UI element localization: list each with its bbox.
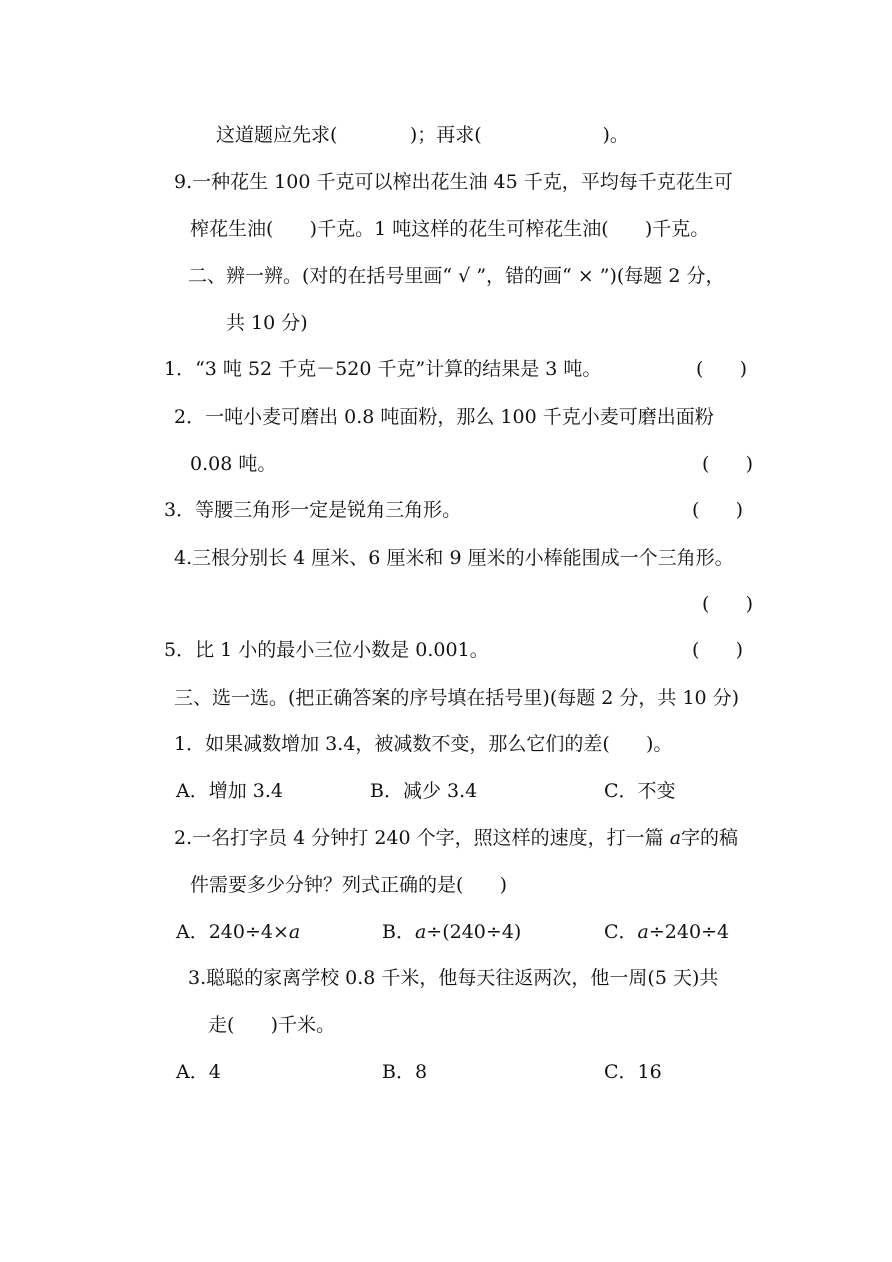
choice-q1-option-b: B．减少 3.4 <box>370 780 478 802</box>
choice-q3-option-c: C．16 <box>604 1061 662 1083</box>
choice-q2-text: 2.一名打字员 4 分钟打 240 个字，照这样的速度，打一篇 <box>174 827 670 849</box>
judge-q4-answer-parens: ( ) <box>702 593 754 615</box>
choice-q1: 1．如果减数增加 3.4，被减数不变，那么它们的差( )。 <box>174 733 673 755</box>
choice-q3-continuation: 走( )千米。 <box>208 1014 336 1036</box>
choice-q3-option-b: B．8 <box>382 1061 428 1083</box>
option-c-label: C． <box>604 921 638 943</box>
line-q9-continuation: 榨花生油( )千克。1 吨这样的花生可榨花生油( )千克。 <box>190 218 710 240</box>
variable-a: a <box>637 921 649 943</box>
section-2-heading: 二、辨一辨。(对的在括号里画“ √ ”，错的画“ × ”)(每题 2 分， <box>188 265 725 287</box>
choice-q1-option-a: A．增加 3.4 <box>176 780 283 802</box>
option-c-text: ÷240÷4 <box>648 921 730 943</box>
judge-q2-continuation: 0.08 吨。 <box>190 453 277 475</box>
judge-q5: 5．比 1 小的最小三位小数是 0.001。 <box>164 639 489 661</box>
option-b-label: B． <box>382 921 415 943</box>
judge-q2-answer-parens: ( ) <box>702 453 754 475</box>
option-b-text: ÷(240÷4) <box>426 921 522 943</box>
choice-q1-option-c: C．不变 <box>604 780 676 802</box>
judge-q1: 1．“3 吨 52 千克－520 千克”计算的结果是 3 吨。 <box>164 358 602 380</box>
choice-q2-text-end: 字的稿 <box>681 827 739 849</box>
line-q9: 9.一种花生 100 千克可以榨出花生油 45 千克，平均每千克花生可 <box>174 171 733 193</box>
variable-a: a <box>414 921 427 943</box>
line-q8-continuation: 这道题应先求( )；再求( )。 <box>216 124 629 146</box>
choice-q2-option-c <box>604 920 729 944</box>
judge-q4: 4.三根分别长 4 厘米、6 厘米和 9 厘米的小棒能围成一个三角形。 <box>174 547 734 569</box>
variable-a: a <box>669 827 682 849</box>
judge-q3-answer-parens: ( ) <box>692 499 744 521</box>
choice-q2-option-a <box>176 920 300 944</box>
option-a-text: A．240÷4× <box>176 921 289 943</box>
variable-a: a <box>288 921 301 943</box>
judge-q3: 3．等腰三角形一定是锐角三角形。 <box>164 499 462 521</box>
choice-q2 <box>174 826 738 850</box>
choice-q3-option-a: A．4 <box>176 1061 221 1083</box>
choice-q3: 3.聪聪的家离学校 0.8 千米，他每天往返两次，他一周(5 天)共 <box>188 967 719 989</box>
judge-q1-answer-parens: ( ) <box>696 358 748 380</box>
choice-q2-continuation: 件需要多少分钟？列式正确的是( ) <box>190 874 508 896</box>
judge-q5-answer-parens: ( ) <box>692 639 744 661</box>
section-2-heading-continuation: 共 10 分) <box>226 312 308 334</box>
section-3-heading: 三、选一选。(把正确答案的序号填在括号里)(每题 2 分，共 10 分) <box>174 687 740 709</box>
judge-q2: 2．一吨小麦可磨出 0.8 吨面粉，那么 100 千克小麦可磨出面粉 <box>174 406 714 428</box>
choice-q2-option-b <box>382 920 521 944</box>
